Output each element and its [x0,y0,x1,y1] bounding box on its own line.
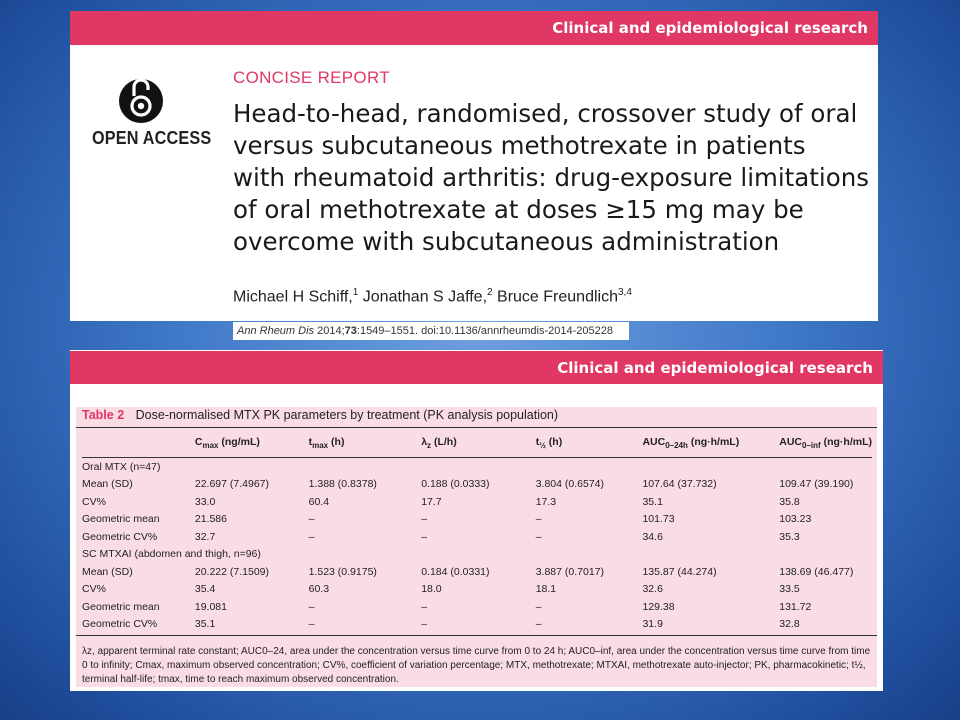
row-label: Mean (SD) [82,478,133,491]
table-cell: 17.7 [421,495,442,508]
table-cell: 138.69 (46.477) [779,565,854,578]
table-cell: 19.081 [194,600,227,613]
table-cell: 18.0 [421,583,442,596]
table-row [82,563,872,581]
table-cell: – [308,618,315,631]
article-title [233,98,873,258]
table-cell: 1.523 (0.9175) [308,565,377,578]
section-banner: Clinical and epidemiological research [70,351,883,384]
row-label: Geometric mean [82,600,160,613]
table-cell: 129.38 [642,600,675,613]
table-cell: 22.697 (7.4967) [194,478,270,491]
title-line: overcome with subcutaneous administration [233,227,780,256]
pk-parameters-table [82,429,872,633]
pk-table-area [76,407,877,687]
table-cell: 0.184 (0.0331) [421,565,490,578]
table-cell: 35.1 [194,618,216,631]
row-label: CV% [82,495,106,508]
table-cell: – [421,530,428,543]
header-cell: $AUC_{0-inf}$ (ng·h/mL) [779,435,872,451]
article-header-panel [70,11,878,321]
table-cell: 34.6 [642,530,663,543]
table-cell: – [421,513,428,526]
table-cell: 35.8 [779,495,800,508]
author-name: Jonathan S Jaffe, [362,288,488,306]
row-label: Mean (SD) [82,565,133,578]
title-line: Head-to-head, randomised, crossover study of oral [233,99,858,128]
author-affiliation: 3,4 [617,287,632,298]
table-cell: 18.1 [535,583,557,596]
table-cell: 135.87 (44.274) [642,565,717,578]
table-cell: 3.887 (0.7017) [535,565,605,578]
title-line: versus subcutaneous methotrexate in patients [233,131,806,160]
table-cell: – [421,600,428,613]
table-row [82,511,872,529]
table-title: Dose-normalised MTX PK parameters by treatment (PK analysis population) [135,408,559,422]
open-access-label: OPEN ACCESS [92,128,212,148]
table-header-row [82,429,872,458]
table-cell: 21.586 [194,513,227,526]
table-cell: 35.3 [779,530,800,543]
author-affiliation: 1 [352,287,359,298]
table-top-rule [76,427,877,428]
table-cell: 60.4 [308,495,330,508]
title-line: of oral methotrexate at doses ≥15 mg may be [233,195,804,224]
citation-volume: 73 [344,325,357,337]
row-label: Geometric CV% [82,618,158,631]
table-row [82,581,872,599]
table-cell: 35.4 [194,583,216,596]
table-cell: – [308,600,315,613]
table-cell: 32.8 [779,618,800,631]
table-footnote: λz, apparent terminal rate constant; AUC0–24, area under the concentration versus time curve from 0 to 24 h; AUC0–inf, area under the concentration versus time curve from time 0 to infinity; Cmax, maximum observed concentration; CV%, coefficient of variation percentage; MTX, methotrexate; MTXAI, methotrexate auto-injector; PK, pharmacokinetic; t½, terminal half-life; tmax, time to reach maximum observed concentration. [82,646,871,685]
table-cell: 33.0 [194,495,216,508]
group-label: Oral MTX (n=47) [82,460,161,473]
table-row [82,598,872,616]
author-name: Michael H Schiff, [233,288,353,306]
author-name: Bruce Freundlich [497,288,618,306]
table-cell: 33.5 [779,583,800,596]
table-cell: 1.388 (0.8378) [308,478,377,491]
table-bottom-rule [76,635,877,636]
section-banner: Clinical and epidemiological research [70,11,878,45]
author-affiliation: 2 [487,287,493,298]
group-label: SC MTXAI (abdomen and thigh, n=96) [82,548,261,561]
table-caption [82,408,558,422]
row-label: CV% [82,583,106,596]
table-row [82,616,872,634]
table-group-row [82,458,872,476]
table-cell: 131.72 [779,600,812,613]
table-cell: – [308,513,315,526]
table-row [82,493,872,511]
table-cell: 32.6 [642,583,663,596]
table-cell: – [308,530,315,543]
table-cell: 101.73 [642,513,675,526]
article-type: CONCISE REPORT [233,68,390,87]
table-cell: – [535,530,542,543]
table-cell: – [421,618,428,631]
open-access-lock-icon [118,74,164,124]
journal-name: Ann Rheum Dis [237,325,315,337]
table-group-row [82,546,872,564]
header-cell: $C_{max}$ (ng/mL) [194,435,260,451]
header-cell: $\lambda_z$ (L/h) [421,435,457,451]
table-cell: 31.9 [642,618,663,631]
table-cell: – [535,618,542,631]
header-cell: $t_{\frac{1}{2}}$ (h) [535,435,563,451]
row-label: Geometric mean [82,513,160,526]
table-panel [70,350,883,691]
table-cell: 32.7 [194,530,216,543]
citation-year: 2014; [317,325,345,337]
table-cell: 103.23 [779,513,812,526]
table-cell: 20.222 (7.1509) [194,565,270,578]
table-cell: 3.804 (0.6574) [535,478,605,491]
table-row [82,528,872,546]
table-cell: 0.188 (0.0333) [421,478,490,491]
table-cell: 17.3 [535,495,557,508]
table-cell: 109.47 (39.190) [779,478,854,491]
table-cell: 60.3 [308,583,330,596]
table-row [82,476,872,494]
citation-pages-doi: :1549–1551. doi:10.1136/annrheumdis-2014-205228 [356,325,613,337]
header-cell: $t_{max}$ (h) [308,435,345,451]
table-cell: – [535,600,542,613]
title-line: with rheumatoid arthritis: drug-exposure limitations [233,163,869,192]
header-cell: $AUC_{0-24h}$ (ng·h/mL) [642,435,740,451]
citation-line [233,322,629,340]
table-cell: – [535,513,542,526]
table-cell: 107.64 (37.732) [642,478,717,491]
table-cell: 35.1 [642,495,663,508]
table-label: Table 2 [82,408,125,422]
header-cell [82,429,195,458]
author-list [233,287,632,306]
row-label: Geometric CV% [82,530,158,543]
